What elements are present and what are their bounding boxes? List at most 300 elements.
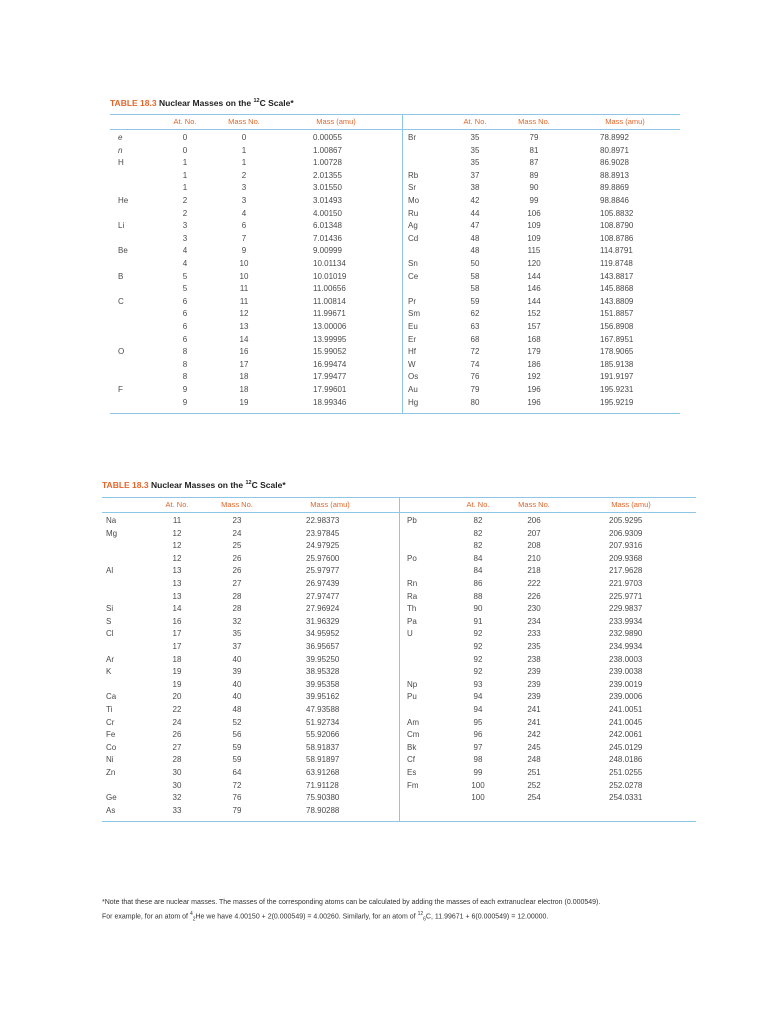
atomic-number: 11 xyxy=(172,516,182,525)
element-symbol: Pu xyxy=(407,692,417,702)
atomic-number: 14 xyxy=(172,604,182,614)
nuclear-mass: 51.92734 xyxy=(306,717,340,727)
table-row xyxy=(102,792,696,805)
nuclear-mass: 114.8791 xyxy=(600,246,633,256)
element-symbol: Hf xyxy=(408,347,416,357)
table-row xyxy=(102,704,696,717)
atomic-number: 13 xyxy=(172,566,182,576)
nuclear-mass: 241.0051 xyxy=(609,705,643,714)
table-row xyxy=(110,296,680,309)
atomic-number: 92 xyxy=(473,642,483,651)
atomic-number: 24 xyxy=(172,717,182,727)
column-header: Mass No. xyxy=(518,117,550,126)
table-row xyxy=(110,208,680,221)
table-row xyxy=(102,540,696,553)
mass-number: 32 xyxy=(232,616,242,626)
nuclear-mass: 98.8846 xyxy=(600,196,629,205)
table-row xyxy=(110,132,680,145)
mass-number: 3 xyxy=(241,196,247,205)
mass-number: 245 xyxy=(527,742,541,752)
mass-number: 152 xyxy=(527,309,541,319)
nuclear-mass: 254.0331 xyxy=(609,793,643,803)
atomic-number: 5 xyxy=(182,271,188,281)
mass-number: 26 xyxy=(232,553,242,563)
atomic-number: 79 xyxy=(470,385,480,394)
nuclear-mass: 10.01134 xyxy=(313,259,346,268)
mass-number: 26 xyxy=(232,566,242,576)
mass-number: 18 xyxy=(239,372,249,382)
table-row xyxy=(102,691,696,704)
nuclear-mass: 234.9934 xyxy=(609,642,643,651)
table-row xyxy=(102,515,696,528)
mass-number: 10 xyxy=(239,271,249,281)
element-symbol: Ca xyxy=(106,692,117,702)
atomic-number: 86 xyxy=(473,579,483,588)
nuclear-mass: 13.99995 xyxy=(313,334,347,344)
table-row xyxy=(110,334,680,347)
mass-number: 81 xyxy=(529,145,539,155)
mass-number: 115 xyxy=(527,246,541,256)
atomic-number: 37 xyxy=(470,170,480,180)
nuclear-mass: 27.97477 xyxy=(306,591,340,601)
element-symbol: Bk xyxy=(407,742,417,752)
atomic-number: 84 xyxy=(473,566,483,576)
atomic-number: 33 xyxy=(172,805,182,815)
mass-number: 254 xyxy=(527,793,541,803)
atomic-number: 92 xyxy=(473,629,483,639)
mass-number: 64 xyxy=(232,768,242,777)
atomic-number: 12 xyxy=(172,541,182,551)
nuclear-mass: 17.99477 xyxy=(313,372,347,382)
nuclear-mass: 239.0038 xyxy=(609,667,643,677)
mass-number: 1 xyxy=(241,158,247,168)
atomic-number: 95 xyxy=(473,717,483,727)
atomic-number: 35 xyxy=(470,145,480,155)
mass-number: 11 xyxy=(239,296,249,306)
element-symbol: C xyxy=(118,296,124,306)
element-symbol: Ra xyxy=(407,591,418,601)
nuclear-mass: 229.9837 xyxy=(609,604,643,614)
atomic-number: 6 xyxy=(182,296,188,306)
mass-number: 186 xyxy=(527,359,541,369)
atomic-number: 92 xyxy=(473,654,483,664)
element-symbol: Cd xyxy=(408,233,419,243)
nuclear-mass: 245.0129 xyxy=(609,742,643,752)
nuclear-mass: 17.99601 xyxy=(313,385,347,394)
atomic-number: 17 xyxy=(172,642,182,651)
atomic-number: 9 xyxy=(182,397,188,407)
mass-number: 72 xyxy=(232,780,242,790)
nuclear-mass: 0.00055 xyxy=(313,133,342,142)
element-symbol: Mo xyxy=(408,196,420,205)
nuclear-mass: 145.8868 xyxy=(600,284,634,294)
element-symbol: Ar xyxy=(106,654,114,664)
footnote-line-2: For example, for an atom of $^4_2$He we have 4.00150 + 2(0.000549) = 4.00260. Similarly, for an atom of $^{12}_6$C, 11.99671 + 6(0.000549) = 12.00000. xyxy=(102,910,549,923)
nuclear-mass: 251.0255 xyxy=(609,768,643,777)
element-symbol: Po xyxy=(407,553,417,563)
atomic-number: 0 xyxy=(182,133,188,142)
mass-number: 56 xyxy=(232,730,242,740)
element-symbol: Rb xyxy=(408,170,419,180)
nuclear-mass: 39.95358 xyxy=(306,679,340,689)
nuclear-mass: 36.95657 xyxy=(306,642,340,651)
atomic-number: 96 xyxy=(473,730,483,740)
nuclear-mass: 39.95250 xyxy=(306,654,340,664)
nuclear-mass: 232.9890 xyxy=(609,629,643,639)
atomic-number: 48 xyxy=(470,233,480,243)
table-row xyxy=(102,754,696,767)
table-row xyxy=(102,729,696,742)
mass-number: 157 xyxy=(527,322,541,331)
element-symbol: Br xyxy=(408,133,416,142)
table-row xyxy=(110,145,680,158)
element-symbol: Na xyxy=(106,516,117,525)
column-header: At. No. xyxy=(466,500,490,509)
column-header: Mass No. xyxy=(518,500,550,509)
element-symbol: S xyxy=(106,616,112,626)
nuclear-mass: 26.97439 xyxy=(306,579,340,588)
mass-number: 28 xyxy=(232,591,242,601)
atomic-number: 4 xyxy=(182,259,188,268)
atomic-number: 82 xyxy=(473,528,483,538)
atomic-number: 93 xyxy=(473,679,483,689)
atomic-number: 35 xyxy=(470,158,480,168)
mass-number: 3 xyxy=(241,183,247,193)
nuclear-mass: 78.90288 xyxy=(306,805,340,815)
element-symbol: Sn xyxy=(408,259,418,268)
column-header: Mass (amu) xyxy=(605,117,645,126)
element-symbol: Fm xyxy=(407,780,419,790)
atomic-number: 30 xyxy=(172,780,182,790)
mass-number: 16 xyxy=(239,347,249,357)
nuclear-mass: 239.0019 xyxy=(609,679,643,689)
table-row xyxy=(102,553,696,566)
nuclear-mass: 80.8971 xyxy=(600,145,629,155)
nuclear-mass: 221.9703 xyxy=(609,579,643,588)
mass-number: 206 xyxy=(527,516,541,525)
atomic-number: 13 xyxy=(172,579,182,588)
element-symbol: Th xyxy=(407,604,417,614)
mass-number: 179 xyxy=(527,347,541,357)
nuclear-mass: 11.00814 xyxy=(313,296,346,306)
table-row xyxy=(110,195,680,208)
element-symbol: Si xyxy=(106,604,114,614)
atomic-number: 2 xyxy=(182,208,188,218)
table-row xyxy=(110,271,680,284)
table-row xyxy=(110,397,680,410)
mass-number: 79 xyxy=(232,805,242,815)
atomic-number: 2 xyxy=(182,196,188,205)
nuclear-mass: 4.00150 xyxy=(313,208,342,218)
mass-number: 10 xyxy=(239,259,249,268)
nuclear-mass: 24.97925 xyxy=(306,541,340,551)
atomic-number: 1 xyxy=(182,170,188,180)
nuclear-mass: 13.00006 xyxy=(313,322,347,331)
nuclear-mass: 1.00728 xyxy=(313,158,342,168)
mass-number: 252 xyxy=(527,780,541,790)
atomic-number: 80 xyxy=(470,397,480,407)
atomic-number: 94 xyxy=(473,692,483,702)
element-symbol: Rn xyxy=(407,579,418,588)
table-row xyxy=(102,578,696,591)
nuclear-mass: 233.9934 xyxy=(609,616,643,626)
nuclear-mass: 1.00867 xyxy=(313,145,342,155)
nuclear-mass: 78.8992 xyxy=(600,133,629,142)
mass-number: 28 xyxy=(232,604,242,614)
table-row xyxy=(110,245,680,258)
atomic-number: 94 xyxy=(473,705,483,714)
nuclear-mass: 2.01355 xyxy=(313,170,342,180)
element-symbol: Er xyxy=(408,334,416,344)
nuclear-mass: 63.91268 xyxy=(306,768,340,777)
mass-number: 13 xyxy=(239,322,249,331)
element-symbol: Ti xyxy=(106,705,113,714)
mass-number: 226 xyxy=(527,591,541,601)
element-symbol: Be xyxy=(118,246,128,256)
nuclear-mass: 16.99474 xyxy=(313,359,347,369)
table-row xyxy=(110,359,680,372)
atomic-number: 90 xyxy=(473,604,483,614)
nuclear-mass: 151.8857 xyxy=(600,309,634,319)
atomic-number: 100 xyxy=(471,793,485,803)
element-symbol: Ge xyxy=(106,793,117,803)
table-row xyxy=(102,805,696,818)
atomic-number: 98 xyxy=(473,755,483,765)
footnote-line-1: *Note that these are nuclear masses. The masses of the corresponding atoms can be calculated by adding the masses of each extranuclear electron (0.000549). xyxy=(102,899,601,906)
atomic-number: 6 xyxy=(182,334,188,344)
nuclear-mass: 105.8832 xyxy=(600,208,634,218)
element-symbol: Ni xyxy=(106,755,114,765)
element-symbol: Cf xyxy=(407,755,415,765)
element-symbol: Am xyxy=(407,717,419,727)
nuclear-mass: 7.01436 xyxy=(313,233,342,243)
mass-number: 234 xyxy=(527,616,541,626)
nuclear-mass: 18.99346 xyxy=(313,397,347,407)
nuclear-mass: 27.96924 xyxy=(306,604,340,614)
column-header: Mass (amu) xyxy=(310,500,350,509)
nuclear-mass: 25.97977 xyxy=(306,566,340,576)
mass-number: 87 xyxy=(529,158,539,168)
element-symbol: n xyxy=(118,145,123,155)
nuclear-mass: 225.9771 xyxy=(609,591,643,601)
nuclear-mass: 89.8869 xyxy=(600,183,629,193)
mass-number: 76 xyxy=(232,793,242,803)
mass-number: 218 xyxy=(527,566,541,576)
mass-number: 239 xyxy=(527,679,541,689)
element-symbol: Li xyxy=(118,221,125,231)
atomic-number: 58 xyxy=(470,284,480,294)
element-symbol: As xyxy=(106,805,116,815)
nuclear-mass: 71.91128 xyxy=(306,780,339,790)
atomic-number: 44 xyxy=(470,208,480,218)
table-row xyxy=(110,233,680,246)
atomic-number: 50 xyxy=(470,259,480,268)
nuclear-mass: 238.0003 xyxy=(609,654,643,664)
element-symbol: Mg xyxy=(106,528,118,538)
atomic-number: 6 xyxy=(182,322,188,331)
element-symbol: B xyxy=(118,271,124,281)
element-symbol: Pb xyxy=(407,516,417,525)
atomic-number: 91 xyxy=(473,616,483,626)
nuclear-mass: 156.8908 xyxy=(600,322,634,331)
mass-number: 210 xyxy=(527,553,541,563)
atomic-number: 74 xyxy=(470,359,480,369)
atomic-number: 27 xyxy=(172,742,182,752)
nuclear-mass: 206.9309 xyxy=(609,528,643,538)
table-row xyxy=(102,616,696,629)
nuclear-mass: 11.99671 xyxy=(313,309,346,319)
mass-number: 37 xyxy=(232,642,242,651)
element-symbol: Np xyxy=(407,679,418,689)
atomic-number: 62 xyxy=(470,309,480,319)
table-row xyxy=(110,157,680,170)
column-header: Mass (amu) xyxy=(611,500,651,509)
mass-number: 7 xyxy=(241,233,247,243)
mass-number: 48 xyxy=(232,705,242,714)
mass-number: 1 xyxy=(241,145,247,155)
mass-number: 18 xyxy=(239,385,249,394)
nuclear-mass: 209.9368 xyxy=(609,553,643,563)
mass-number: 40 xyxy=(232,654,242,664)
element-symbol: Co xyxy=(106,742,117,752)
element-symbol: Cl xyxy=(106,629,114,639)
mass-number: 19 xyxy=(239,397,249,407)
mass-number: 24 xyxy=(232,528,242,538)
atomic-number: 68 xyxy=(470,334,480,344)
atomic-number: 8 xyxy=(182,347,188,357)
element-symbol: Pa xyxy=(407,616,417,626)
element-symbol: Ag xyxy=(408,221,418,231)
mass-number: 25 xyxy=(232,541,242,551)
table-row xyxy=(102,717,696,730)
nuclear-mass: 239.0006 xyxy=(609,692,643,702)
table-row xyxy=(110,384,680,397)
nuclear-mass: 195.9219 xyxy=(600,397,634,407)
nuclear-mass: 143.8809 xyxy=(600,296,634,306)
atomic-number: 1 xyxy=(182,183,188,193)
atomic-number: 84 xyxy=(473,553,483,563)
element-symbol: Au xyxy=(408,385,418,394)
mass-number: 35 xyxy=(232,629,242,639)
nuclear-mass: 185.9138 xyxy=(600,359,634,369)
mass-number: 106 xyxy=(527,208,541,218)
mass-number: 144 xyxy=(527,271,541,281)
table-row xyxy=(102,780,696,793)
mass-number: 233 xyxy=(527,629,541,639)
nuclear-mass: 167.8951 xyxy=(600,334,634,344)
atomic-number: 28 xyxy=(172,755,182,765)
element-symbol: H xyxy=(118,158,124,168)
atomic-number: 4 xyxy=(182,246,188,256)
table-row xyxy=(110,308,680,321)
atomic-number: 92 xyxy=(473,667,483,677)
nuclear-mass: 3.01493 xyxy=(313,196,342,205)
mass-number: 239 xyxy=(527,692,541,702)
atomic-number: 88 xyxy=(473,591,483,601)
atomic-number: 8 xyxy=(182,359,188,369)
nuclear-mass: 47.93588 xyxy=(306,705,340,714)
table-row xyxy=(110,371,680,384)
column-header: Mass No. xyxy=(221,500,253,509)
nuclear-mass: 191.9197 xyxy=(600,372,634,382)
table-caption-1: TABLE 18.3 Nuclear Masses on the $^{12}$C Scale* xyxy=(110,98,294,108)
table-row xyxy=(102,641,696,654)
mass-number: 242 xyxy=(527,730,541,740)
nuclear-mass: 88.8913 xyxy=(600,170,629,180)
column-header: Mass (amu) xyxy=(316,117,356,126)
table-row xyxy=(102,742,696,755)
mass-number: 79 xyxy=(529,133,539,142)
element-symbol: Os xyxy=(408,372,419,382)
mass-number: 59 xyxy=(232,742,242,752)
atomic-number: 19 xyxy=(172,667,182,677)
element-symbol: K xyxy=(106,667,112,677)
nuclear-mass: 119.8748 xyxy=(600,259,633,268)
table-row xyxy=(102,666,696,679)
mass-number: 196 xyxy=(527,385,541,394)
atomic-number: 3 xyxy=(182,233,188,243)
atomic-number: 42 xyxy=(470,196,480,205)
mass-number: 109 xyxy=(527,233,541,243)
table-row xyxy=(102,767,696,780)
table-row xyxy=(110,170,680,183)
table-row xyxy=(102,654,696,667)
element-symbol: U xyxy=(407,629,413,639)
mass-number: 120 xyxy=(527,259,541,268)
nuclear-mass: 11.00656 xyxy=(313,284,346,294)
nuclear-mass-table-2 xyxy=(102,497,696,822)
atomic-number: 100 xyxy=(471,780,485,790)
atomic-number: 82 xyxy=(473,541,483,551)
table-footnote xyxy=(102,897,600,926)
mass-number: 40 xyxy=(232,692,242,702)
nuclear-mass: 25.97600 xyxy=(306,553,340,563)
element-symbol: Ru xyxy=(408,208,419,218)
table-row xyxy=(102,679,696,692)
element-symbol: Pr xyxy=(408,296,416,306)
nuclear-mass: 58.91837 xyxy=(306,742,340,752)
element-symbol: Hg xyxy=(408,397,419,407)
nuclear-mass: 252.0278 xyxy=(609,780,643,790)
nuclear-mass: 31.96329 xyxy=(306,616,340,626)
atomic-number: 17 xyxy=(172,629,182,639)
mass-number: 40 xyxy=(232,679,242,689)
element-symbol: Cm xyxy=(407,730,420,740)
nuclear-mass: 3.01550 xyxy=(313,183,342,193)
mass-number: 207 xyxy=(527,528,541,538)
mass-number: 109 xyxy=(527,221,541,231)
element-symbol: W xyxy=(408,359,416,369)
mass-number: 0 xyxy=(241,133,247,142)
mass-number: 251 xyxy=(527,768,541,777)
table-row xyxy=(110,321,680,334)
nuclear-mass: 86.9028 xyxy=(600,158,629,168)
atomic-number: 8 xyxy=(182,372,188,382)
element-symbol: Sm xyxy=(408,309,420,319)
mass-number: 208 xyxy=(527,541,541,551)
mass-number: 14 xyxy=(239,334,249,344)
nuclear-mass: 55.92066 xyxy=(306,730,340,740)
table-row xyxy=(102,528,696,541)
mass-number: 196 xyxy=(527,397,541,407)
nuclear-mass: 15.99052 xyxy=(313,347,347,357)
element-symbol: Eu xyxy=(408,322,418,331)
atomic-number: 38 xyxy=(470,183,480,193)
nuclear-mass: 242.0061 xyxy=(609,730,643,740)
atomic-number: 13 xyxy=(172,591,182,601)
nuclear-mass: 39.95162 xyxy=(306,692,340,702)
mass-number: 192 xyxy=(527,372,541,382)
